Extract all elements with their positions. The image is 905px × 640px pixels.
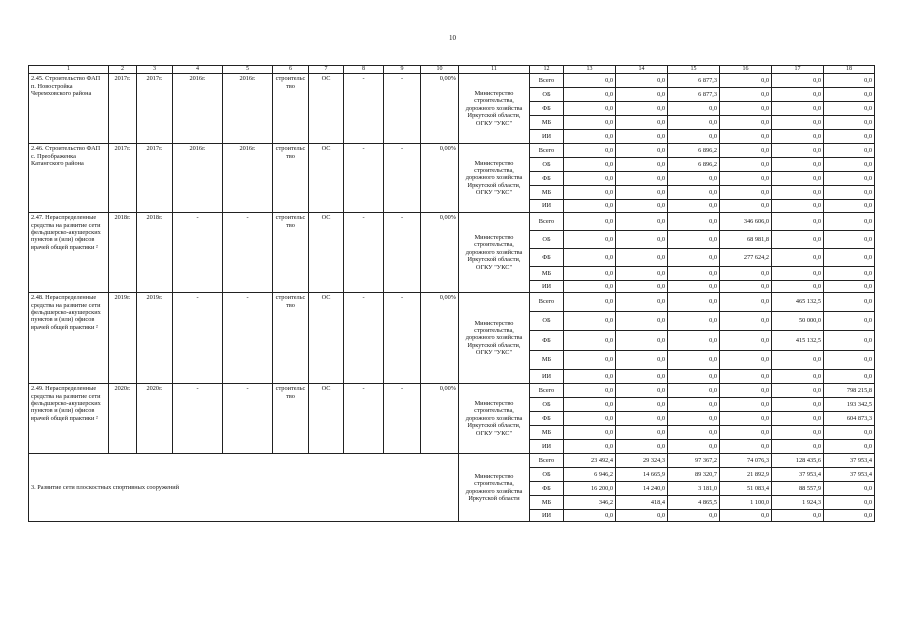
- work-type: строительс тво: [273, 384, 309, 454]
- amount-cell: 0,0: [824, 351, 875, 370]
- header-cell: 16: [720, 66, 772, 74]
- program-title: 3. Развитие сети плоскостных спортивных сооружений: [29, 454, 459, 522]
- executor: Министерство строительства, дорожного хозяйства Иркутской области, ОГКУ "УКС": [459, 144, 530, 213]
- amount-cell: 0,0: [824, 200, 875, 213]
- amount-cell: 0,0: [564, 130, 616, 144]
- header-cell: 5: [223, 66, 273, 74]
- funding-source: МБ: [530, 426, 564, 440]
- amount-cell: 68 981,8: [720, 231, 772, 249]
- design-end-year: -: [223, 293, 273, 384]
- amount-cell: 0,0: [824, 186, 875, 200]
- header-cell: 2: [109, 66, 137, 74]
- amount-cell: 0,0: [772, 158, 824, 172]
- executor: Министерство строительства, дорожного хозяйства Иркутской области, ОГКУ "УКС": [459, 213, 530, 293]
- amount-cell: 0,0: [772, 186, 824, 200]
- header-cell: 18: [824, 66, 875, 74]
- amount-cell: 0,0: [564, 384, 616, 398]
- amount-cell: 0,0: [824, 331, 875, 351]
- header-cell: 10: [421, 66, 459, 74]
- table-row: [29, 213, 875, 231]
- amount-cell: 0,0: [564, 172, 616, 186]
- readiness-percent: 0,00%: [421, 74, 459, 144]
- column-9-value: -: [384, 213, 421, 293]
- amount-cell: 0,0: [564, 144, 616, 158]
- amount-cell: 0,0: [616, 331, 668, 351]
- amount-cell: 16 200,0: [564, 482, 616, 496]
- amount-cell: 0,0: [668, 249, 720, 267]
- amount-cell: 0,0: [772, 351, 824, 370]
- amount-cell: 0,0: [668, 312, 720, 331]
- amount-cell: 0,0: [564, 370, 616, 384]
- object-title: 2.48. Нераспределенные средства на развитие сети фельдшерско-акушерских пунктов и (или) офисов врачей общей практики ²: [29, 293, 109, 384]
- amount-cell: 0,0: [720, 116, 772, 130]
- design-start-year: 2016г.: [173, 144, 223, 213]
- amount-cell: 0,0: [616, 130, 668, 144]
- amount-cell: 0,0: [564, 102, 616, 116]
- amount-cell: 0,0: [616, 351, 668, 370]
- executor: Министерство строительства, дорожного хозяйства Иркутской области, ОГКУ "УКС": [459, 74, 530, 144]
- column-8-value: -: [344, 213, 384, 293]
- header-cell: 11: [459, 66, 530, 74]
- funding-source: ФБ: [530, 482, 564, 496]
- table-row: [29, 293, 875, 312]
- amount-cell: 0,0: [668, 116, 720, 130]
- object-title: 2.47. Нераспределенные средства на развитие сети фельдшерско-акушерских пунктов и (или) офисов врачей общей практики ²: [29, 213, 109, 293]
- amount-cell: 0,0: [564, 398, 616, 412]
- amount-cell: 0,0: [668, 102, 720, 116]
- amount-cell: 1 100,0: [720, 496, 772, 510]
- amount-cell: 14 240,0: [616, 482, 668, 496]
- amount-cell: 0,0: [824, 312, 875, 331]
- end-year: 2019г.: [137, 293, 173, 384]
- amount-cell: 0,0: [720, 130, 772, 144]
- amount-cell: 0,0: [616, 440, 668, 454]
- executor: Министерство строительства, дорожного хозяйства Иркутской области, ОГКУ "УКС": [459, 293, 530, 384]
- amount-cell: 0,0: [772, 440, 824, 454]
- funding-source: Всего: [530, 293, 564, 312]
- amount-cell: 0,0: [824, 426, 875, 440]
- design-start-year: -: [173, 213, 223, 293]
- funding-source: ОБ: [530, 231, 564, 249]
- funding-source: МБ: [530, 267, 564, 281]
- amount-cell: 6 877,3: [668, 88, 720, 102]
- executor: Министерство строительства, дорожного хозяйства Иркутской области, ОГКУ "УКС": [459, 384, 530, 454]
- amount-cell: 0,0: [824, 116, 875, 130]
- amount-cell: 0,0: [720, 281, 772, 293]
- amount-cell: 0,0: [668, 172, 720, 186]
- funding-source: ФБ: [530, 172, 564, 186]
- funding-source: Всего: [530, 454, 564, 468]
- end-year: 2017г.: [137, 144, 173, 213]
- amount-cell: 0,0: [564, 312, 616, 331]
- amount-cell: 0,0: [668, 384, 720, 398]
- amount-cell: 277 624,2: [720, 249, 772, 267]
- readiness-percent: 0,00%: [421, 144, 459, 213]
- column-9-value: -: [384, 384, 421, 454]
- funding-source: ИИ: [530, 370, 564, 384]
- header-cell: 3: [137, 66, 173, 74]
- amount-cell: 0,0: [564, 74, 616, 88]
- amount-cell: 604 873,3: [824, 412, 875, 426]
- table-row: [29, 144, 875, 158]
- amount-cell: 0,0: [668, 351, 720, 370]
- amount-cell: 0,0: [824, 231, 875, 249]
- funding-source: ФБ: [530, 331, 564, 351]
- funding-source: ФБ: [530, 102, 564, 116]
- budget-table: [28, 65, 875, 522]
- amount-cell: 0,0: [824, 293, 875, 312]
- amount-cell: 0,0: [720, 351, 772, 370]
- header-cell: 13: [564, 66, 616, 74]
- amount-cell: 0,0: [772, 412, 824, 426]
- work-type: строительс тво: [273, 144, 309, 213]
- amount-cell: 0,0: [824, 370, 875, 384]
- amount-cell: 0,0: [668, 370, 720, 384]
- design-start-year: -: [173, 384, 223, 454]
- amount-cell: 0,0: [772, 384, 824, 398]
- header-cell: 1: [29, 66, 109, 74]
- object-class: ОС: [309, 144, 344, 213]
- amount-cell: 0,0: [824, 172, 875, 186]
- amount-cell: 0,0: [668, 267, 720, 281]
- amount-cell: 0,0: [824, 88, 875, 102]
- amount-cell: 0,0: [616, 370, 668, 384]
- funding-source: МБ: [530, 351, 564, 370]
- funding-source: ФБ: [530, 249, 564, 267]
- amount-cell: 50 000,0: [772, 312, 824, 331]
- readiness-percent: 0,00%: [421, 213, 459, 293]
- amount-cell: 0,0: [720, 186, 772, 200]
- amount-cell: 0,0: [772, 231, 824, 249]
- amount-cell: 0,0: [668, 510, 720, 522]
- object-title: 2.49. Нераспределенные средства на развитие сети фельдшерско-акушерских пунктов и (или) офисов врачей общей практики ²: [29, 384, 109, 454]
- header-cell: 15: [668, 66, 720, 74]
- amount-cell: 6 896,2: [668, 144, 720, 158]
- amount-cell: 88 557,9: [772, 482, 824, 496]
- amount-cell: 0,0: [720, 172, 772, 186]
- object-class: ОС: [309, 213, 344, 293]
- amount-cell: 0,0: [824, 496, 875, 510]
- funding-source: МБ: [530, 116, 564, 130]
- amount-cell: 0,0: [564, 158, 616, 172]
- amount-cell: 415 132,5: [772, 331, 824, 351]
- amount-cell: 0,0: [668, 398, 720, 412]
- amount-cell: 0,0: [564, 293, 616, 312]
- amount-cell: 0,0: [824, 267, 875, 281]
- amount-cell: 0,0: [668, 440, 720, 454]
- amount-cell: 798 215,8: [824, 384, 875, 398]
- amount-cell: 0,0: [772, 116, 824, 130]
- amount-cell: 0,0: [668, 231, 720, 249]
- design-start-year: -: [173, 293, 223, 384]
- funding-source: Всего: [530, 384, 564, 398]
- amount-cell: 0,0: [720, 370, 772, 384]
- amount-cell: 0,0: [564, 116, 616, 130]
- amount-cell: 6 877,3: [668, 74, 720, 88]
- column-8-value: -: [344, 384, 384, 454]
- amount-cell: 0,0: [720, 440, 772, 454]
- object-class: ОС: [309, 293, 344, 384]
- amount-cell: 0,0: [564, 281, 616, 293]
- funding-source: ИИ: [530, 130, 564, 144]
- funding-source: ОБ: [530, 88, 564, 102]
- amount-cell: 0,0: [564, 267, 616, 281]
- amount-cell: 3 181,0: [668, 482, 720, 496]
- amount-cell: 0,0: [564, 440, 616, 454]
- executor: Министерство строительства, дорожного хозяйства Иркутской области: [459, 454, 530, 522]
- amount-cell: 0,0: [616, 293, 668, 312]
- amount-cell: 0,0: [668, 331, 720, 351]
- amount-cell: 0,0: [616, 172, 668, 186]
- amount-cell: 0,0: [564, 213, 616, 231]
- start-year: 2017г.: [109, 74, 137, 144]
- amount-cell: 1 924,3: [772, 496, 824, 510]
- amount-cell: 0,0: [616, 88, 668, 102]
- page-number: 10: [449, 34, 456, 42]
- end-year: 2017г.: [137, 74, 173, 144]
- amount-cell: 0,0: [824, 74, 875, 88]
- amount-cell: 74 076,3: [720, 454, 772, 468]
- amount-cell: 0,0: [564, 231, 616, 249]
- start-year: 2020г.: [109, 384, 137, 454]
- amount-cell: 0,0: [720, 88, 772, 102]
- amount-cell: 6 946,2: [564, 468, 616, 482]
- end-year: 2020г.: [137, 384, 173, 454]
- amount-cell: 0,0: [720, 144, 772, 158]
- work-type: строительс тво: [273, 213, 309, 293]
- end-year: 2018г.: [137, 213, 173, 293]
- funding-source: ИИ: [530, 200, 564, 213]
- amount-cell: 0,0: [824, 130, 875, 144]
- funding-source: ОБ: [530, 468, 564, 482]
- amount-cell: 0,0: [616, 186, 668, 200]
- amount-cell: 0,0: [616, 249, 668, 267]
- funding-source: Всего: [530, 213, 564, 231]
- column-8-value: -: [344, 293, 384, 384]
- amount-cell: 0,0: [720, 293, 772, 312]
- amount-cell: 89 320,7: [668, 468, 720, 482]
- amount-cell: 0,0: [668, 426, 720, 440]
- amount-cell: 97 367,2: [668, 454, 720, 468]
- column-9-value: -: [384, 144, 421, 213]
- amount-cell: 0,0: [616, 281, 668, 293]
- readiness-percent: 0,00%: [421, 384, 459, 454]
- amount-cell: 0,0: [668, 186, 720, 200]
- amount-cell: 0,0: [616, 116, 668, 130]
- amount-cell: 14 665,9: [616, 468, 668, 482]
- amount-cell: 0,0: [720, 331, 772, 351]
- amount-cell: 0,0: [720, 426, 772, 440]
- design-end-year: 2016г.: [223, 144, 273, 213]
- header-row: [29, 66, 875, 74]
- amount-cell: 0,0: [616, 74, 668, 88]
- amount-cell: 0,0: [720, 102, 772, 116]
- amount-cell: 37 953,4: [824, 454, 875, 468]
- table-row: [29, 384, 875, 398]
- column-9-value: -: [384, 293, 421, 384]
- amount-cell: 465 132,5: [772, 293, 824, 312]
- funding-source: ОБ: [530, 158, 564, 172]
- funding-source: ОБ: [530, 398, 564, 412]
- column-8-value: -: [344, 144, 384, 213]
- funding-source: Всего: [530, 144, 564, 158]
- table-row: [29, 74, 875, 88]
- amount-cell: 0,0: [772, 172, 824, 186]
- start-year: 2017г.: [109, 144, 137, 213]
- design-end-year: -: [223, 384, 273, 454]
- header-cell: 9: [384, 66, 421, 74]
- amount-cell: 0,0: [564, 186, 616, 200]
- amount-cell: 0,0: [616, 144, 668, 158]
- amount-cell: 0,0: [616, 231, 668, 249]
- amount-cell: 0,0: [668, 213, 720, 231]
- amount-cell: 0,0: [720, 200, 772, 213]
- header-cell: 7: [309, 66, 344, 74]
- header-cell: 4: [173, 66, 223, 74]
- readiness-percent: 0,00%: [421, 293, 459, 384]
- header-cell: 17: [772, 66, 824, 74]
- amount-cell: 0,0: [772, 510, 824, 522]
- amount-cell: 0,0: [772, 74, 824, 88]
- amount-cell: 0,0: [564, 426, 616, 440]
- amount-cell: 21 892,9: [720, 468, 772, 482]
- amount-cell: 4 865,5: [668, 496, 720, 510]
- column-9-value: -: [384, 74, 421, 144]
- amount-cell: 128 435,6: [772, 454, 824, 468]
- amount-cell: 0,0: [772, 398, 824, 412]
- amount-cell: 0,0: [616, 510, 668, 522]
- object-class: ОС: [309, 74, 344, 144]
- funding-source: ИИ: [530, 281, 564, 293]
- amount-cell: 0,0: [720, 384, 772, 398]
- amount-cell: 193 342,5: [824, 398, 875, 412]
- work-type: строительс тво: [273, 293, 309, 384]
- funding-source: ФБ: [530, 412, 564, 426]
- table-row: [29, 454, 875, 468]
- object-title: 2.46. Строительство ФАП с. Преображенка Катангского района: [29, 144, 109, 213]
- column-8-value: -: [344, 74, 384, 144]
- amount-cell: 0,0: [772, 88, 824, 102]
- amount-cell: 0,0: [720, 74, 772, 88]
- amount-cell: 0,0: [824, 281, 875, 293]
- design-start-year: 2016г.: [173, 74, 223, 144]
- amount-cell: 0,0: [668, 200, 720, 213]
- amount-cell: 0,0: [616, 102, 668, 116]
- amount-cell: 0,0: [668, 130, 720, 144]
- amount-cell: 0,0: [720, 412, 772, 426]
- amount-cell: 37 953,4: [772, 468, 824, 482]
- amount-cell: 0,0: [616, 200, 668, 213]
- amount-cell: 0,0: [824, 249, 875, 267]
- funding-source: ИИ: [530, 440, 564, 454]
- amount-cell: 0,0: [772, 102, 824, 116]
- amount-cell: 0,0: [616, 312, 668, 331]
- amount-cell: 0,0: [772, 200, 824, 213]
- work-type: строительс тво: [273, 74, 309, 144]
- header-cell: 12: [530, 66, 564, 74]
- amount-cell: 0,0: [772, 281, 824, 293]
- amount-cell: 0,0: [772, 267, 824, 281]
- funding-source: ОБ: [530, 312, 564, 331]
- object-class: ОС: [309, 384, 344, 454]
- amount-cell: 0,0: [564, 88, 616, 102]
- amount-cell: 0,0: [824, 482, 875, 496]
- amount-cell: 0,0: [616, 398, 668, 412]
- amount-cell: 0,0: [720, 510, 772, 522]
- object-title: 2.45. Строительство ФАП п. Новостройка Черемховского района: [29, 74, 109, 144]
- amount-cell: 0,0: [616, 384, 668, 398]
- amount-cell: 0,0: [772, 370, 824, 384]
- header-cell: 14: [616, 66, 668, 74]
- start-year: 2019г.: [109, 293, 137, 384]
- funding-source: ИИ: [530, 510, 564, 522]
- amount-cell: 51 083,4: [720, 482, 772, 496]
- amount-cell: 0,0: [720, 158, 772, 172]
- amount-cell: 0,0: [824, 158, 875, 172]
- amount-cell: 0,0: [824, 213, 875, 231]
- amount-cell: 0,0: [772, 249, 824, 267]
- header-cell: 8: [344, 66, 384, 74]
- amount-cell: 0,0: [824, 440, 875, 454]
- amount-cell: 0,0: [564, 510, 616, 522]
- amount-cell: 0,0: [616, 213, 668, 231]
- amount-cell: 0,0: [616, 267, 668, 281]
- amount-cell: 346 606,0: [720, 213, 772, 231]
- funding-source: Всего: [530, 74, 564, 88]
- amount-cell: 346,2: [564, 496, 616, 510]
- amount-cell: 0,0: [824, 510, 875, 522]
- amount-cell: 0,0: [616, 412, 668, 426]
- design-end-year: 2016г.: [223, 74, 273, 144]
- amount-cell: 0,0: [668, 412, 720, 426]
- amount-cell: 0,0: [772, 213, 824, 231]
- amount-cell: 0,0: [616, 426, 668, 440]
- amount-cell: 418,4: [616, 496, 668, 510]
- amount-cell: 0,0: [668, 281, 720, 293]
- amount-cell: 0,0: [564, 249, 616, 267]
- amount-cell: 0,0: [564, 351, 616, 370]
- amount-cell: 0,0: [772, 426, 824, 440]
- amount-cell: 0,0: [668, 293, 720, 312]
- start-year: 2018г.: [109, 213, 137, 293]
- amount-cell: 0,0: [720, 312, 772, 331]
- amount-cell: 0,0: [772, 144, 824, 158]
- amount-cell: 0,0: [564, 412, 616, 426]
- amount-cell: 0,0: [720, 398, 772, 412]
- amount-cell: 0,0: [824, 144, 875, 158]
- amount-cell: 0,0: [720, 267, 772, 281]
- header-cell: 6: [273, 66, 309, 74]
- amount-cell: 0,0: [616, 158, 668, 172]
- amount-cell: 0,0: [772, 130, 824, 144]
- amount-cell: 6 896,2: [668, 158, 720, 172]
- funding-source: МБ: [530, 186, 564, 200]
- funding-source: МБ: [530, 496, 564, 510]
- amount-cell: 37 953,4: [824, 468, 875, 482]
- amount-cell: 29 324,3: [616, 454, 668, 468]
- amount-cell: 0,0: [824, 102, 875, 116]
- amount-cell: 0,0: [564, 331, 616, 351]
- amount-cell: 0,0: [564, 200, 616, 213]
- amount-cell: 23 492,4: [564, 454, 616, 468]
- design-end-year: -: [223, 213, 273, 293]
